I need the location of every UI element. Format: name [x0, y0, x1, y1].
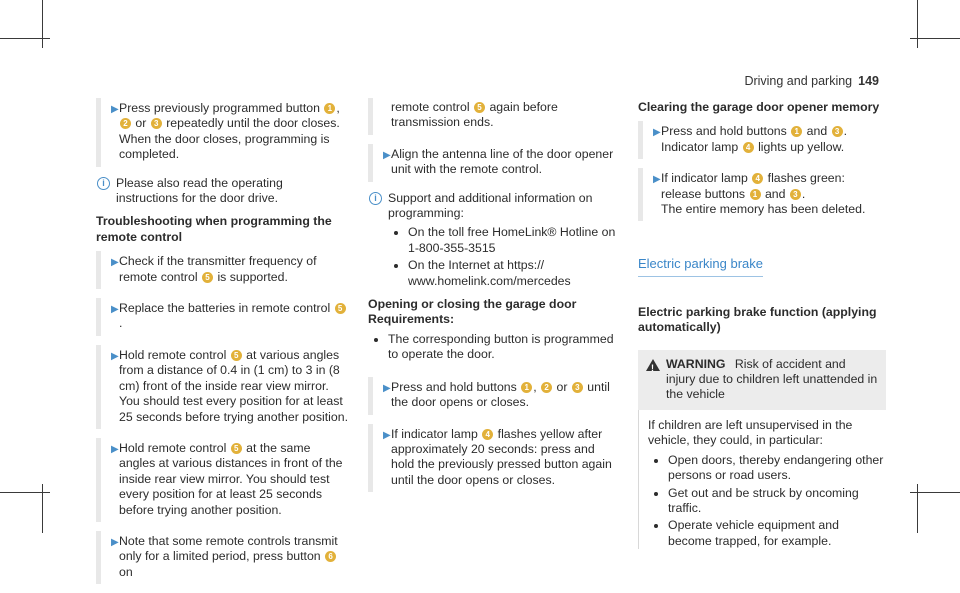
list-item: • Open doors, thereby endangering other persons or road users. [668, 453, 886, 484]
list-item: • On the toll free HomeLink® Hotline on 1-800-355-3515 [408, 225, 620, 256]
section-heading: Opening or closing the garage door [368, 297, 577, 312]
warning-text: Risk of accident and injury due to children left unattended in the vehicle [666, 356, 878, 402]
page-header [744, 74, 879, 88]
info-note: i Please also read the operating instructions for the door drive. [96, 176, 348, 207]
button-number-badge: 1 [521, 382, 532, 393]
step-arrow-icon: ▶ [111, 350, 119, 362]
section-heading: Troubleshooting when programming the remote control [96, 214, 332, 244]
step: ▶ Align the antenna line of the door opener unit with the remote control. [368, 144, 620, 182]
step-continued: remote control 5 again before transmission ends. [368, 98, 620, 135]
button-number-badge: 1 [324, 103, 335, 114]
step: ▶ Note that some remote controls transmit only for a limited period, press button 6 on [96, 531, 348, 584]
step: ▶ Press and hold buttons 1 , 2 or 3 until the door opens or closes. [368, 377, 620, 415]
button-number-badge: 2 [541, 382, 552, 393]
button-number-badge: 5 [202, 272, 213, 283]
button-number-badge: 1 [791, 126, 802, 137]
section-name: Driving and parking [744, 74, 853, 88]
button-number-badge: 3 [572, 382, 583, 393]
list-item: • Operate vehicle equipment and become trapped, for example. [668, 518, 886, 549]
step-arrow-icon: ▶ [653, 127, 661, 139]
list-item: • On the Internet at https:// www.homelink.com/mercedes [408, 258, 620, 289]
step: ▶ Check if the transmitter frequency of remote control 5 is supported. [96, 251, 348, 289]
step-arrow-icon: ▶ [383, 429, 391, 441]
column-middle [368, 98, 620, 501]
crop-mark [42, 484, 43, 533]
button-number-badge: 5 [474, 102, 485, 113]
step: ▶ Press previously programmed button 1 , 2 or 3 repeatedly until the door closes. When the door closes, programming is completed. [96, 98, 348, 167]
step-arrow-icon: ▶ [383, 149, 391, 161]
requirements-list [368, 332, 620, 363]
button-number-badge: 3 [832, 126, 843, 137]
crop-mark [42, 0, 43, 48]
section-heading: Clearing the garage door opener memory [638, 100, 880, 114]
step: ▶ Replace the batteries in remote control 5. [96, 298, 348, 336]
section-title: Electric parking brake [638, 256, 763, 276]
list-item: • Get out and be struck by oncoming traffic. [668, 486, 886, 517]
info-icon: i [97, 177, 110, 190]
button-number-badge: 1 [750, 189, 761, 200]
button-number-badge: 5 [231, 443, 242, 454]
column-left [96, 98, 348, 593]
step-arrow-icon: ▶ [653, 174, 661, 186]
button-number-badge: 3 [151, 118, 162, 129]
button-number-badge: 5 [231, 350, 242, 361]
sub-heading: Electric parking brake function (applying automatically) [638, 304, 877, 335]
bullet-list [388, 225, 620, 289]
step: ▶ If indicator lamp 4 flashes yellow after approximately 20 seconds: press and hold the previously pressed button again until the door opens or closes. [368, 424, 620, 493]
step: ▶ If indicator lamp 4 flashes green: release buttons 1 and 3 . The entire memory has been deleted. [638, 168, 886, 221]
button-number-badge: 6 [325, 551, 336, 562]
button-number-badge: 3 [790, 189, 801, 200]
info-icon: i [369, 192, 382, 205]
warning-box [638, 350, 886, 410]
warning-list [648, 453, 886, 549]
crop-mark [917, 484, 918, 533]
step-arrow-icon: ▶ [111, 304, 119, 316]
info-note: i Support and additional information on programming: • On the toll free HomeLink® Hotline on 1-800-355-3515 • On the Internet at https:// www.homelink.com/mercedes [368, 191, 620, 289]
page-number: 149 [858, 74, 879, 88]
step-arrow-icon: ▶ [111, 443, 119, 455]
step-arrow-icon: ▶ [111, 257, 119, 269]
step: ▶ Hold remote control 5 at the same angles at various distances in front of the inside rear view mirror. You should test every position for at least 25 seconds before trying another position. [96, 438, 348, 522]
step: ▶ Hold remote control 5 at various angles from a distance of 0.4 in (1 cm) to 3 in (8 cm) front of the inside rear view mirror. You should test every position for at least 25 seconds before trying another position. [96, 345, 348, 429]
button-number-badge: 5 [335, 303, 346, 314]
step-arrow-icon: ▶ [111, 536, 119, 548]
requirements-label: Requirements: [368, 312, 455, 327]
warning-triangle-icon: ! [646, 359, 660, 371]
indicator-lamp-badge: 4 [752, 173, 763, 184]
indicator-lamp-badge: 4 [743, 142, 754, 153]
step-arrow-icon: ▶ [383, 382, 391, 394]
step-arrow-icon: ▶ [111, 104, 119, 115]
list-item: • The corresponding button is programmed to operate the door. [388, 332, 620, 363]
crop-mark [917, 0, 918, 48]
button-number-badge: 2 [120, 118, 131, 129]
step: ▶ Press and hold buttons 1 and 3 . Indicator lamp 4 lights up yellow. [638, 121, 886, 159]
warning-body: If children are left unsupervised in the vehicle, they could, in particular: • Open doors, thereby endangering other persons or road users. • Get out and be struck by oncoming traffic. • Operate vehicle equipment and become trapped, for example. [638, 410, 886, 549]
column-right [638, 98, 886, 553]
button-number-badge: 4 [482, 429, 493, 440]
warning-title: WARNING [666, 356, 726, 371]
